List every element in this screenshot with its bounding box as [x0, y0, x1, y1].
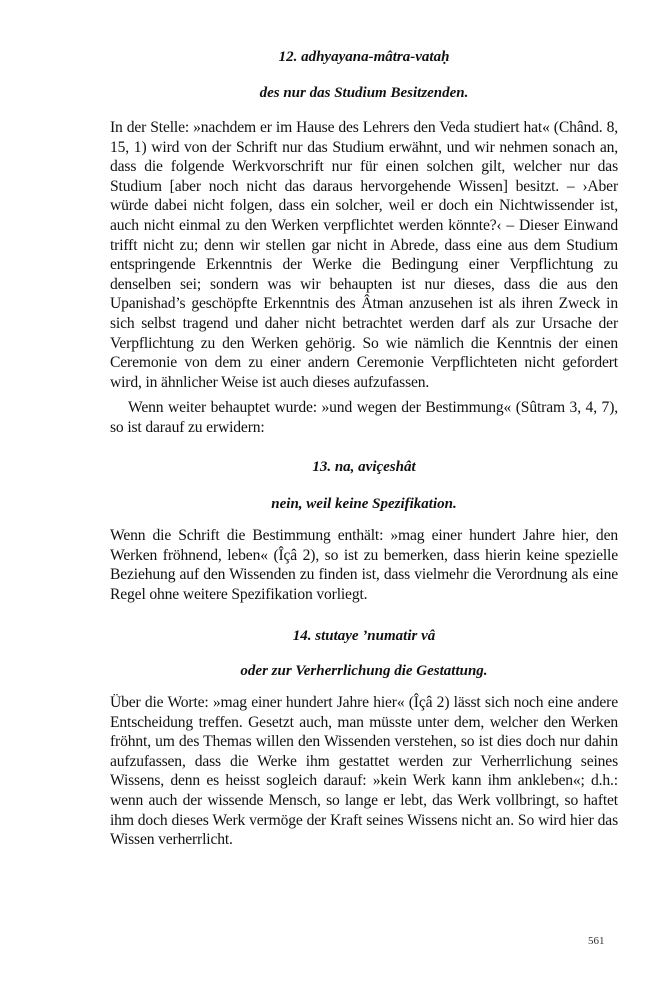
- commentary-paragraph: Wenn die Schrift die Bestimmung enthält: »mag einer hundert Jahre hier, den Werken fröhnend, leben« (Îçâ 2), so ist zu bemerken, dass hierin keine spezielle Beziehung auf den Wissenden zu finden ist, dass vielmehr die Verordnung als eine Regel ohne weitere Spezifikation vorliegt.: [110, 527, 618, 603]
- page-number: 561: [588, 935, 605, 947]
- commentary-paragraph: In der Stelle: »nachdem er im Hause des Lehrers den Veda studiert hat« (Chând. 8, 15, 1) wird von der Schrift nur das Studium erwähnt, und wir nehmen sonach an, dass die folgende Werkvorschrift nur für einen solchen gilt, welcher nur das Studium [aber noch nicht das daraus hervorgehende Wissen] besitzt. – ›Aber würde dabei nicht folgen, dass ein solcher, weil er doch ein Nichtwissender ist, auch nicht einmal zu den Werken verpflichtet werden könnte?‹ – Dieser Einwand trifft nicht zu; denn wir stellen gar nicht in Abrede, dass eine aus dem Studium entspringende Erkenntnis der Werke die Bedingung einer Verpflichtung zu denselben sei; sondern was wir behaupten ist nur dieses, dass die aus den Upanishad’s geschöpfte Erkenntnis des Âtman anzusehen ist als ihren Zweck in sich selbst tragend und daher nicht betrachtet werden darf als zur Ursache der Verpflichtung zu den Werken gehörig. So wie nämlich die Kenntnis der einen Ceremonie von dem zu einer andern Ceremonie Verpflichteten nicht gefordert wird, in ähnlicher Weise ist auch dieses aufzufassen.: [110, 119, 618, 391]
- sutra-heading-14: 14. stutaye ’numatir vâ: [292, 628, 436, 644]
- commentary-paragraph: Wenn weiter behauptet wurde: »und wegen der Bestimmung« (Sûtram 3, 4, 7), so ist darauf zu erwidern:: [110, 399, 618, 436]
- commentary-paragraph: Über die Worte: »mag einer hundert Jahre hier« (Îçâ 2) lässt sich noch eine andere Entscheidung treffen. Gesetzt auch, man müsste unter dem, welcher den Werken fröhnt, um des Themas willen den Wissenden verstehen, so ist dies doch nur dahin aufzufassen, dass die Werke ihm gestattet werden zur Verherrlichung seines Wissens, denn es heisst sogleich darauf: »kein Werk kann ihm ankleben«; d.h.: wenn auch der wissende Mensch, so lange er lebt, das Werk vollbringt, so haftet ihm doch dieses Werk vermöge der Kraft seines Wissens nicht an. So wird hier das Wissen verherrlicht.: [110, 694, 618, 849]
- sutra-heading-12: 12. adhyayana-mâtra-vataḥ: [278, 49, 450, 65]
- sutra-translation-12: des nur das Studium Besitzenden.: [259, 85, 469, 101]
- sutra-heading-13: 13. na, aviçeshât: [312, 459, 416, 475]
- sutra-translation-13: nein, weil keine Spezifikation.: [271, 496, 457, 512]
- sutra-translation-14: oder zur Verherrlichung die Gestattung.: [240, 663, 488, 679]
